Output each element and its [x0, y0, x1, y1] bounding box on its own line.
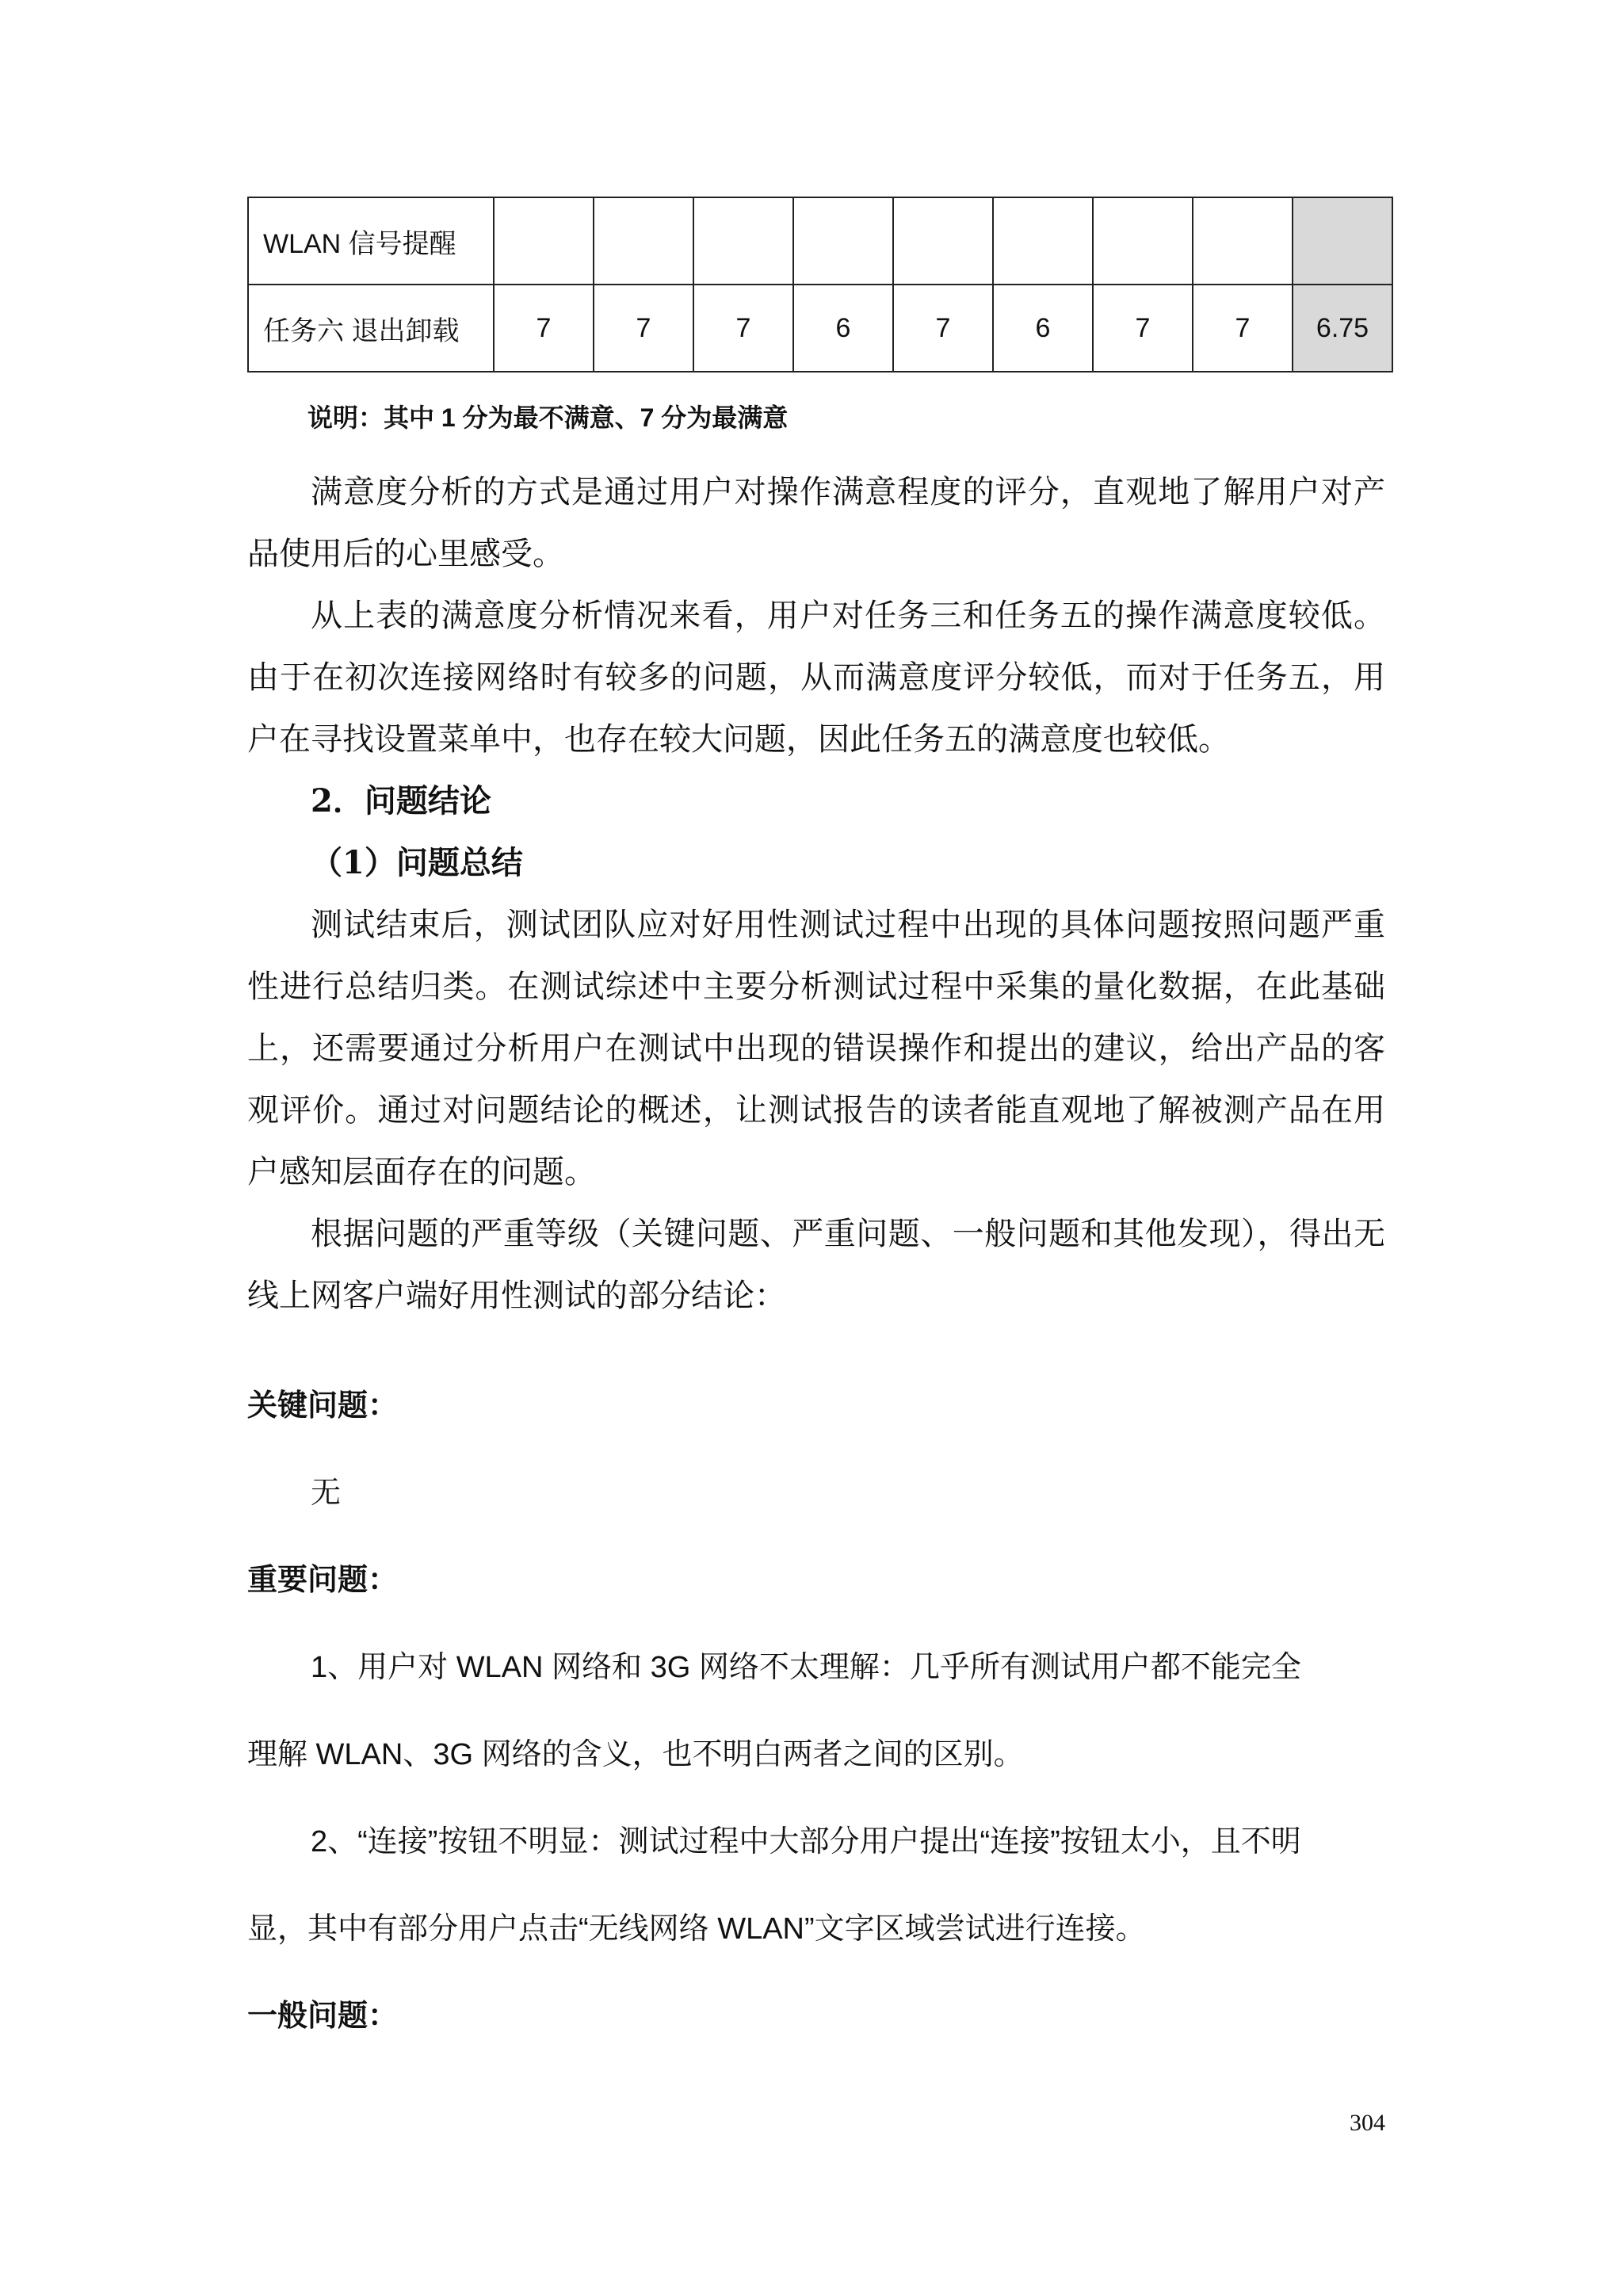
critical-issues-content: 无: [311, 1477, 342, 1510]
score-cell: 7: [1193, 285, 1293, 372]
important-issues-label: 重要问题：: [247, 1564, 399, 1597]
score-cell: 7: [893, 285, 993, 372]
task-name-cell: WLAN 信号提醒: [248, 197, 494, 285]
score-cell: [793, 197, 893, 285]
satisfaction-score-table: [247, 197, 1393, 372]
paragraph-problem-summary: 测试结束后，测试团队应对好用性测试过程中出现的具体问题按照问题严重性进行总结归类。在测试综述中主要分析测试过程中采集的量化数据，在此基础上，还需要通过分析用户在测试中出现的错误操作和提出的建议，给出产品的客观评价。通过对问题结论的概述，让测试报告的读者能直观地了解被测产品在用户感知层面存在的问题。: [247, 907, 1385, 1190]
average-score-cell: [1293, 197, 1392, 285]
section-heading: 2．问题结论: [311, 782, 491, 819]
important-issue-1-line-2: 理解 WLAN、3G 网络的含义，也不明白两者之间的区别。: [247, 1738, 1024, 1771]
average-score-cell: 6.75: [1293, 285, 1392, 372]
score-cell: [494, 197, 594, 285]
score-cell: [693, 197, 793, 285]
score-cell: 7: [494, 285, 594, 372]
score-cell: [893, 197, 993, 285]
page-number: 304: [1350, 2110, 1385, 2136]
score-cell: [1193, 197, 1293, 285]
paragraph-severity-levels: 根据问题的严重等级（关键问题、严重问题、一般问题和其他发现），得出无线上网客户端好用性测试的部分结论：: [247, 1216, 1385, 1314]
score-cell: [594, 197, 693, 285]
task-name-cell: 任务六 退出卸载: [248, 285, 494, 372]
paragraph-satisfaction-result: 从上表的满意度分析情况来看，用户对任务三和任务五的操作满意度较低。由于在初次连接网络时有较多的问题，从而满意度评分较低，而对于任务五，用户在寻找设置菜单中，也存在较大问题，因此任务五的满意度也较低。: [247, 598, 1385, 758]
important-issue-1-line-1: 1、用户对 WLAN 网络和 3G 网络不太理解：几乎所有测试用户都不能完全: [311, 1651, 1301, 1684]
subsection-heading: （1）问题总结: [311, 844, 523, 881]
table-note: 说明：其中 1 分为最不满意、7 分为最满意: [307, 403, 789, 432]
table-row: [248, 197, 1392, 285]
score-cell: 6: [793, 285, 893, 372]
score-cell: [1093, 197, 1193, 285]
score-cell: 7: [693, 285, 793, 372]
general-issues-label: 一般问题：: [247, 2000, 399, 2033]
score-cell: [993, 197, 1093, 285]
critical-issues-label: 关键问题：: [247, 1389, 399, 1423]
score-cell: 7: [1093, 285, 1193, 372]
important-issue-2-line-1: 2、“连接”按钮不明显：测试过程中大部分用户提出“连接”按钮太小，且不明: [311, 1825, 1301, 1859]
score-cell: 6: [993, 285, 1093, 372]
table-row: [248, 285, 1392, 372]
score-cell: 7: [594, 285, 693, 372]
paragraph-satisfaction-method: 满意度分析的方式是通过用户对操作满意程度的评分，直观地了解用户对产品使用后的心里感受。: [247, 474, 1385, 572]
important-issue-2-line-2: 显，其中有部分用户点击“无线网络 WLAN”文字区域尝试进行连接。: [247, 1912, 1146, 1946]
